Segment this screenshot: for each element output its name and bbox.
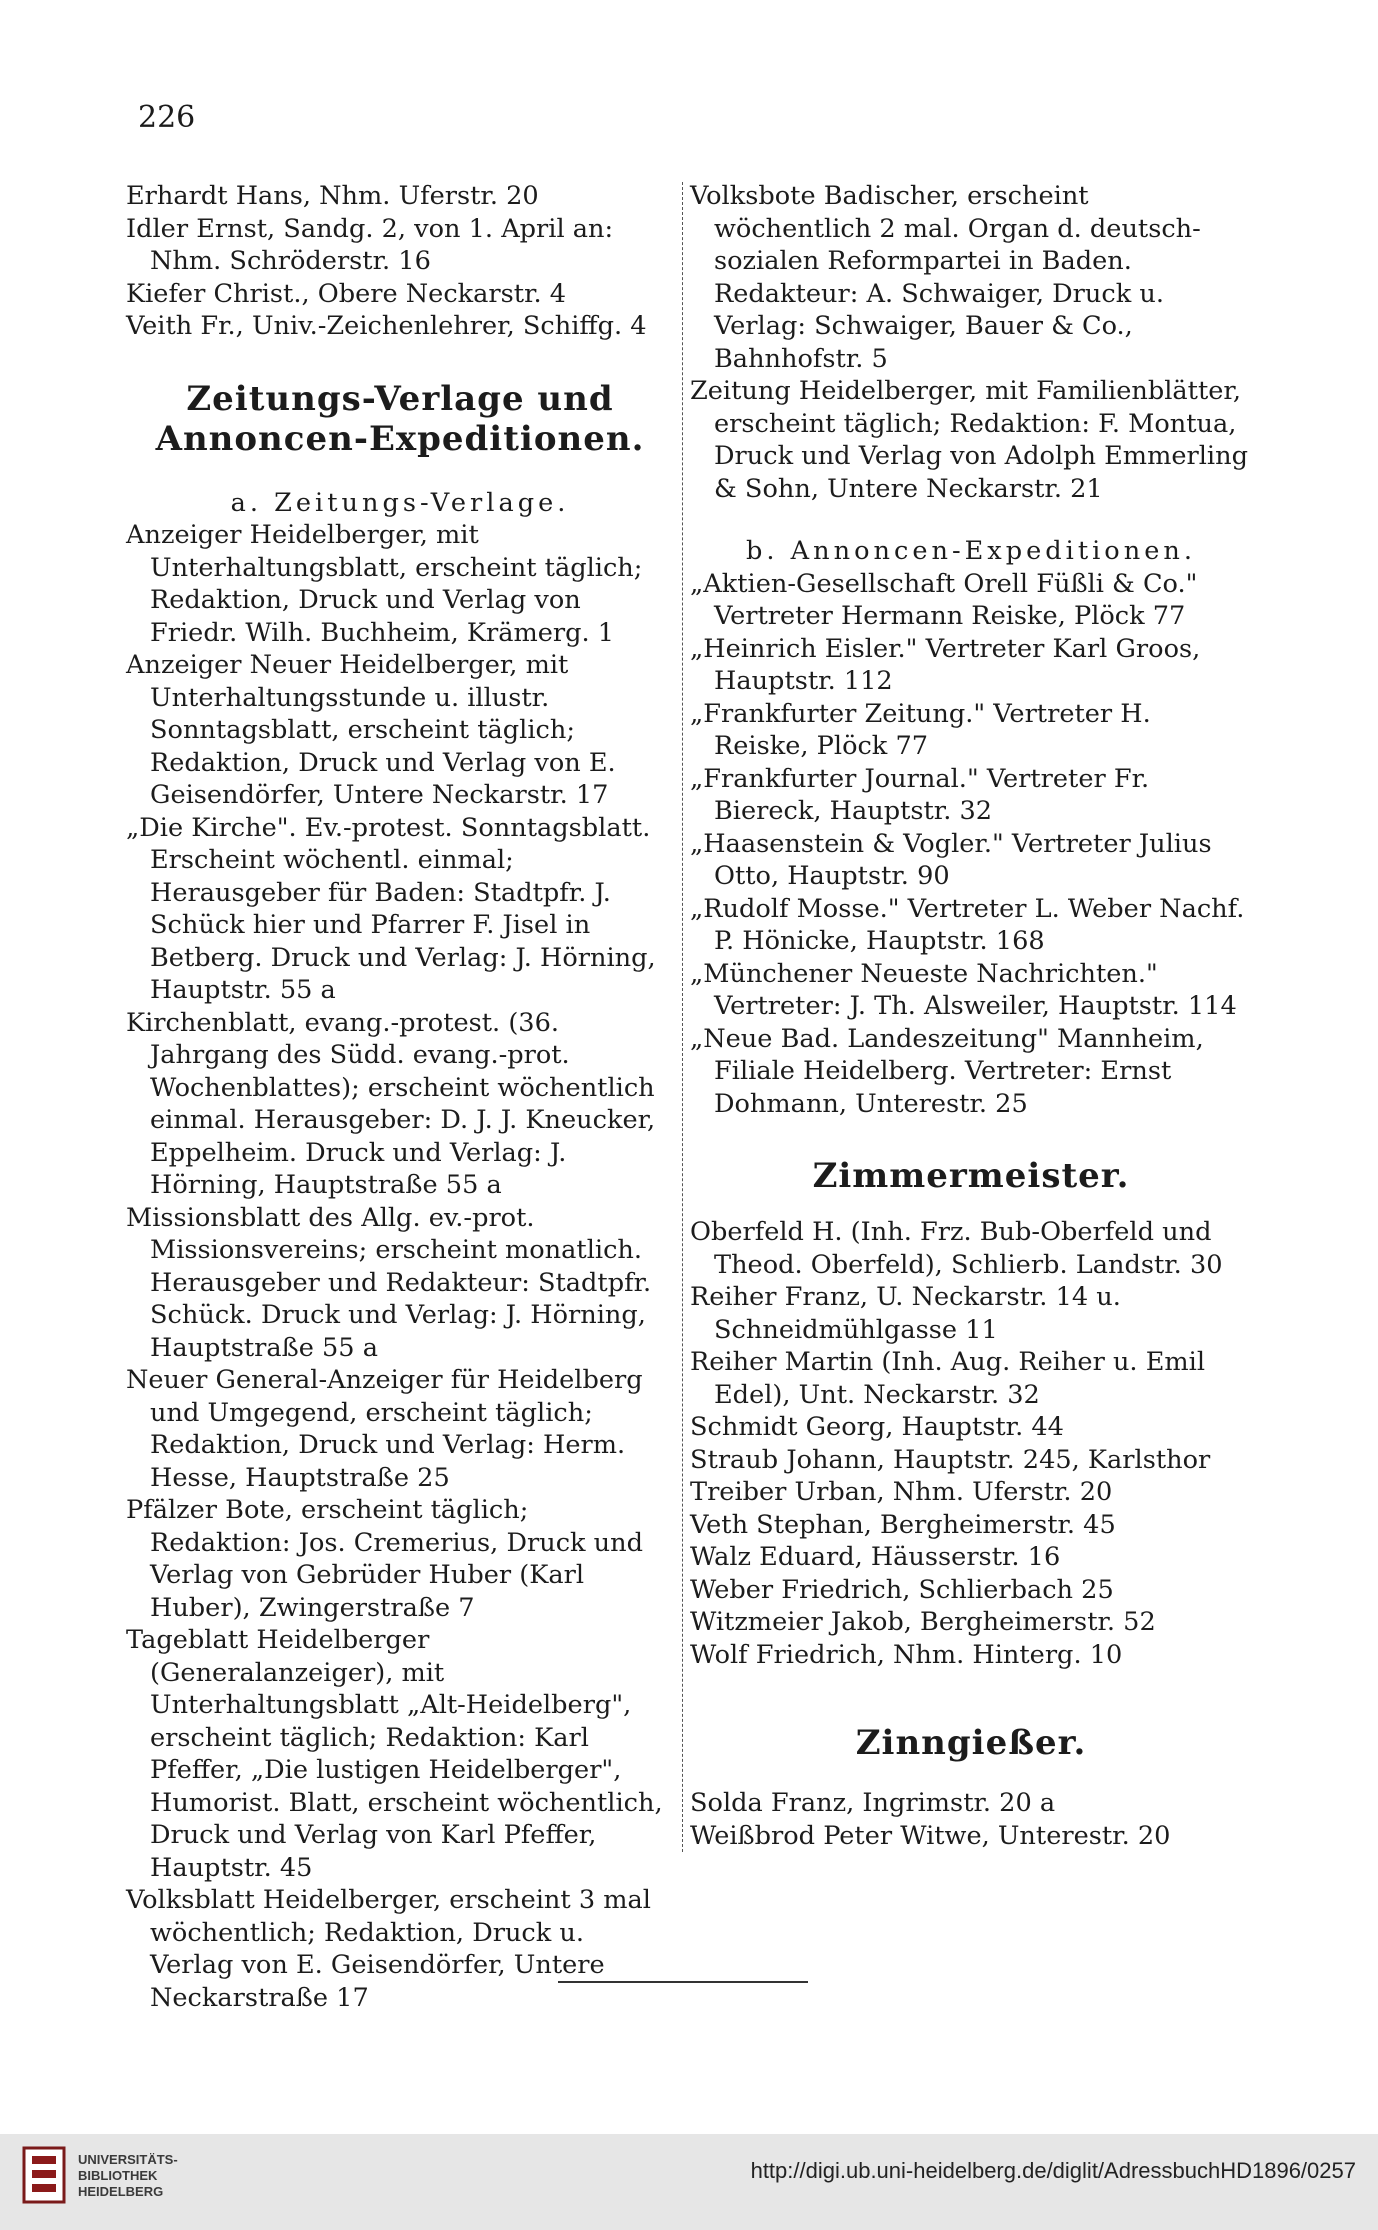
- section-heading: Zinngießer.: [855, 1723, 1087, 1763]
- column-divider: [682, 182, 683, 1852]
- spacer: [690, 1763, 1252, 1787]
- directory-entry: Idler Ernst, Sandg. 2, von 1. April an: Nhm. Schröderstr. 16: [126, 213, 614, 276]
- directory-entry: Neuer General-Anzeiger für Heidelberg und Umgegend, erscheint täglich; Redaktion, Druck und Verlag: Herm. Hesse, Hauptstraße 25: [126, 1365, 643, 1493]
- directory-entry: Missionsblatt des Allg. ev.-prot. Missionsvereins; erscheint monatlich. Herausgeber und Redakteur: Stadtpfr. Schück. Druck und Verlag: J. Hörning, Hauptstraße 55 a: [126, 1202, 652, 1363]
- library-logo-icon: [22, 2146, 66, 2204]
- directory-entry: Straub Johann, Hauptstr. 245, Karlsthor: [690, 1444, 1211, 1475]
- directory-entry: „Rudolf Mosse." Vertreter L. Weber Nachf. P. Hönicke, Hauptstr. 168: [690, 893, 1245, 956]
- footer-bar: [0, 2134, 1378, 2230]
- directory-entry: Volksblatt Heidelberger, erscheint 3 mal wöchentlich; Redaktion, Druck u. Verlag von E. Geisendörfer, Untere Neckarstraße 17: [126, 1885, 651, 2013]
- directory-entry: Erhardt Hans, Nhm. Uferstr. 20: [126, 181, 539, 211]
- spacer: [126, 343, 674, 379]
- subsection-heading: a. Zeitungs-Verlage.: [230, 487, 570, 518]
- directory-entry: Kirchenblatt, evang.-protest. (36. Jahrgang des Südd. evang.-prot. Wochenblattes); erscheint wöchentlich einmal. Herausgeber: D. J. J. Kneucker, Eppelheim. Druck und Verlag: J. Hörning, Hauptstraße 55 a: [126, 1007, 656, 1200]
- directory-entry: Weber Friedrich, Schlierbach 25: [690, 1574, 1114, 1605]
- institution-line: BIBLIOTHEK: [78, 2168, 158, 2183]
- directory-entry: Anzeiger Neuer Heidelberger, mit Unterhaltungsstunde u. illustr. Sonntagsblatt, erscheint täglich; Redaktion, Druck und Verlag von E. Geisendörfer, Untere Neckarstr. 17: [126, 650, 616, 810]
- right-column: [690, 180, 1252, 1852]
- directory-entry: „Aktien-Gesellschaft Orell Füßli & Co." Vertreter Hermann Reiske, Plöck 77: [690, 568, 1198, 631]
- directory-entry: Volksbote Badischer, erscheint wöchentlich 2 mal. Organ d. deutsch-sozialen Reformpartei in Baden. Redakteur: A. Schwaiger, Druck u. Verlag: Schwaiger, Bauer & Co., Bahnhofstr. 5: [690, 181, 1201, 374]
- directory-entry: Kiefer Christ., Obere Neckarstr. 4: [126, 278, 567, 309]
- directory-entry: „Frankfurter Zeitung." Vertreter H. Reiske, Plöck 77: [690, 698, 1151, 761]
- directory-entry: „Heinrich Eisler." Vertreter Karl Groos, Hauptstr. 112: [690, 633, 1201, 696]
- directory-entry: Reiher Martin (Inh. Aug. Reiher u. Emil Edel), Unt. Neckarstr. 32: [690, 1347, 1206, 1410]
- directory-entry: Solda Franz, Ingrimstr. 20 a: [690, 1788, 1056, 1818]
- section-heading: Zimmermeister.: [812, 1156, 1130, 1196]
- directory-entry: Anzeiger Heidelberger, mit Unterhaltungsblatt, erscheint täglich; Redaktion, Druck und Verlag von Friedr. Wilh. Buchheim, Krämerg. 1: [126, 520, 643, 648]
- subsection-heading: b. Annoncen-Expeditionen.: [746, 536, 1196, 566]
- spacer: [690, 1120, 1252, 1156]
- directory-entry: Treiber Urban, Nhm. Uferstr. 20: [690, 1477, 1113, 1507]
- left-column: [126, 180, 674, 2014]
- directory-entry: Zeitung Heidelberger, mit Familienblätter, erscheint täglich; Redaktion: F. Montua, Druck und Verlag von Adolph Emmerling & Sohn, Untere Neckarstr. 21: [690, 376, 1248, 504]
- institution-line: UNIVERSITÄTS-: [78, 2152, 178, 2167]
- directory-entry: Weißbrod Peter Witwe, Unterestr. 20: [690, 1820, 1171, 1851]
- spacer: [690, 505, 1252, 535]
- directory-entry: Reiher Franz, U. Neckarstr. 14 u. Schneidmühlgasse 11: [690, 1282, 1121, 1345]
- directory-entry: Veth Stephan, Bergheimerstr. 45: [690, 1509, 1116, 1540]
- spacer: [690, 1196, 1252, 1216]
- directory-entry: Pfälzer Bote, erscheint täglich; Redaktion: Jos. Cremerius, Druck und Verlag von Gebrüder Huber (Karl Huber), Zwingerstraße 7: [126, 1495, 644, 1623]
- spacer: [690, 1671, 1252, 1723]
- source-url-link[interactable]: http://digi.ub.uni-heidelberg.de/diglit/AdressbuchHD1896/0257: [750, 2158, 1356, 2183]
- directory-entry: Veith Fr., Univ.-Zeichenlehrer, Schiffg. 4: [126, 311, 647, 341]
- directory-entry: Tageblatt Heidelberger (Generalanzeiger), mit Unterhaltungsblatt „Alt-Heidelberg", erscheint täglich; Redaktion: Karl Pfeffer, „Die lustigen Heidelberger", Humorist. Blatt, erscheint wöchentlich, Druck und Verlag von Karl Pfeffer, Hauptstr. 45: [126, 1625, 663, 1883]
- institution-line: HEIDELBERG: [78, 2184, 164, 2199]
- directory-entry: Witzmeier Jakob, Bergheimerstr. 52: [690, 1607, 1156, 1637]
- directory-entry: „Haasenstein & Vogler." Vertreter Julius Otto, Hauptstr. 90: [690, 828, 1212, 891]
- directory-entry: Schmidt Georg, Hauptstr. 44: [690, 1412, 1064, 1442]
- directory-entry: Walz Eduard, Häusserstr. 16: [690, 1542, 1061, 1572]
- directory-entry: „Münchener Neueste Nachrichten." Vertreter: J. Th. Alsweiler, Hauptstr. 114: [690, 958, 1237, 1021]
- institution-name: [78, 2152, 178, 2200]
- directory-entry: „Frankfurter Journal." Vertreter Fr. Biereck, Hauptstr. 32: [690, 763, 1150, 826]
- page-number: 226: [138, 100, 196, 135]
- directory-entry: „Die Kirche". Ev.-protest. Sonntagsblatt. Erscheint wöchentl. einmal; Herausgeber für Baden: Stadtpfr. J. Schück hier und Pfarrer F. Jisel in Betberg. Druck und Verlag: J. Hörning, Hauptstr. 55 a: [126, 812, 656, 1005]
- directory-entry: „Neue Bad. Landeszeitung" Mannheim, Filiale Heidelberg. Vertreter: Ernst Dohmann, Unterestr. 25: [690, 1023, 1204, 1119]
- directory-entry: Wolf Friedrich, Nhm. Hinterg. 10: [690, 1639, 1123, 1670]
- directory-entry: Oberfeld H. (Inh. Frz. Bub-Oberfeld und Theod. Oberfeld), Schlierb. Landstr. 30: [690, 1217, 1223, 1280]
- end-rule: [558, 1981, 808, 1983]
- section-heading: Zeitungs-Verlage und Annoncen-Expeditionen.: [155, 378, 645, 459]
- spacer: [126, 459, 674, 487]
